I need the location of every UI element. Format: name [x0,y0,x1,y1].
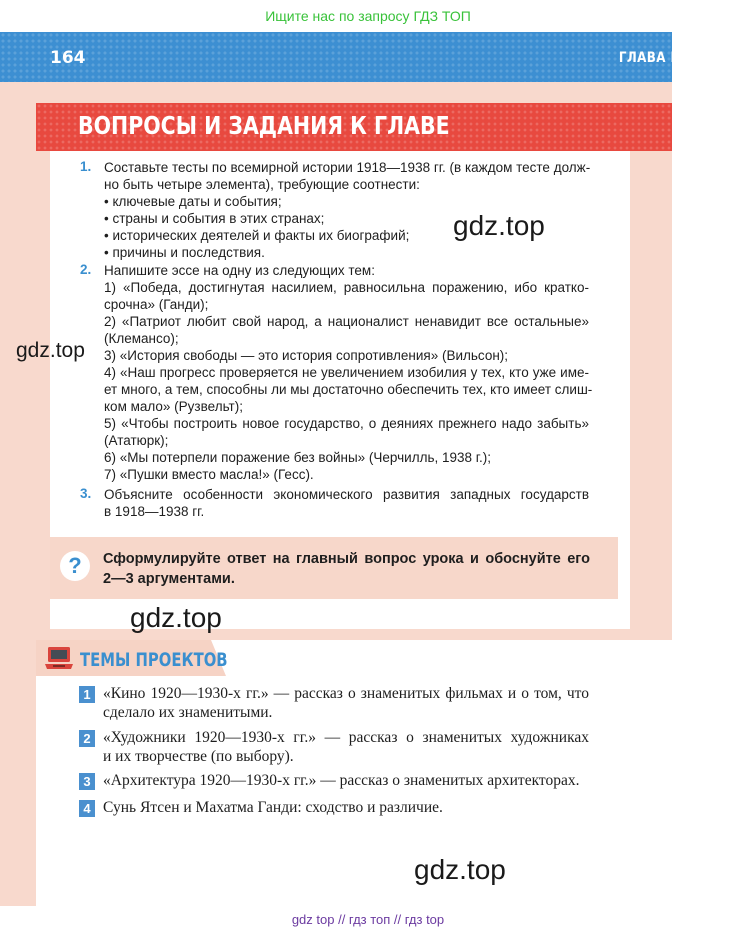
footer-links[interactable]: gdz top // гдз топ // гдз top [291,912,445,927]
essay-topic-line: 3) «История свободы — это история сопротивления» (Вильсон); [104,348,509,363]
question-line: в 1918—1938 гг. [104,504,205,519]
question-line: Составьте тесты по всемирной истории 1918—1938 гг. (в каждом тесте долж- [104,160,591,175]
project-line: «Кино 1920—1930-х гг.» — рассказ о знаменитых фильмах и о том, что [103,685,589,702]
project-number-badge: 2 [79,730,95,747]
watermark: gdz.top [130,602,222,633]
project-line: «Архитектура 1920—1930-х гг.» — рассказ о знаменитых архитекторах. [103,772,580,789]
question-bullet: • причины и последствия. [104,245,265,260]
essay-topic-line: ком мало» (Рузвельт); [104,399,243,414]
project-line: и их творчестве (по выбору). [103,748,294,765]
question-bullet: • исторических деятелей и факты их биографий; [104,228,410,243]
question-mark-icon: ? [60,551,90,581]
page-number: 164 [50,48,86,68]
callout-text: 2—3 аргументами. [103,571,235,587]
project-number-badge: 3 [79,773,95,790]
essay-topic-line: 6) «Мы потерпели поражение без войны» (Черчилль, 1938 г.); [104,450,492,465]
essay-topic-line: (Ататюрк); [104,433,169,448]
essay-topic-line: 2) «Патриот любит свой народ, а националист ненавидит все остальные» [104,314,589,329]
question-number: 3. [80,486,92,501]
project-line: сделало их знаменитыми. [103,704,273,721]
project-line: «Художники 1920—1930-х гг.» — рассказ о знаменитых художниках [103,729,589,746]
section-title: ВОПРОСЫ И ЗАДАНИЯ К ГЛАВЕ [78,111,450,140]
essay-topic-line: (Клемансо); [104,331,179,346]
question-line: но быть четыре элемента), требующие соотнести: [104,177,420,192]
callout-text: Сформулируйте ответ на главный вопрос урока и обоснуйте его [103,551,590,567]
question-line: Напишите эссе на одну из следующих тем: [104,263,375,278]
essay-topic-line: 1) «Победа, достигнутая насилием, равносильна поражению, ибо кратко- [104,280,589,295]
top-search-banner[interactable]: Ищите нас по запросу ГДЗ ТОП [265,8,471,24]
essay-topic-line: срочна» (Ганди); [104,297,209,312]
essay-topic-line: 5) «Чтобы построить новое государство, о деяниях прежнего надо забыть» [104,416,589,431]
chapter-label: ГЛАВА II [618,50,680,66]
watermark: gdz.top [414,854,506,885]
question-bullet: • ключевые даты и события; [104,194,282,209]
question-number: 1. [80,159,92,174]
essay-topic-line: 7) «Пушки вместо масла!» (Гесс). [104,467,314,482]
project-number-badge: 1 [79,686,95,703]
watermark: gdz.top [16,339,85,362]
question-number: 2. [80,262,92,277]
project-number-badge: 4 [79,800,95,817]
projects-title: ТЕМЫ ПРОЕКТОВ [80,649,228,671]
laptop-icon [44,646,74,670]
question-line: Объясните особенности экономического развития западных государств [104,487,589,502]
page-header-band [0,32,672,82]
essay-topic-line: ет много, а тем, способны ли мы достаточно обеспечить тех, кто имеет слиш- [104,382,593,397]
watermark: gdz.top [453,210,545,241]
project-line: Сунь Ятсен и Махатма Ганди: сходство и различие. [103,799,443,816]
essay-topic-line: 4) «Наш прогресс проверяется не увеличением изобилия у тех, кто уже име- [104,365,589,380]
question-bullet: • страны и события в этих странах; [104,211,325,226]
